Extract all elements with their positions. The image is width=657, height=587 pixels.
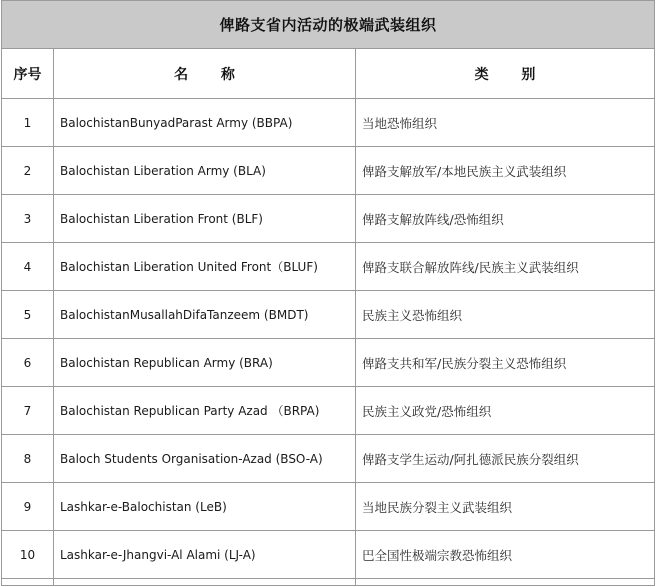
row-number: 8: [2, 435, 54, 483]
table-row: [2, 147, 655, 195]
extremist-groups-table: [1, 0, 655, 586]
row-name: BalochistanBunyadParast Army (BBPA): [54, 99, 356, 147]
empty-cell: [2, 579, 54, 586]
table-row: [2, 195, 655, 243]
row-type: 当地恐怖组织: [356, 99, 655, 147]
row-name: Balochistan Liberation Front (BLF): [54, 195, 356, 243]
empty-cell: [356, 579, 655, 586]
row-number: 2: [2, 147, 54, 195]
header-type: 类 别: [356, 49, 655, 99]
row-type: 俾路支解放阵线/恐怖组织: [356, 195, 655, 243]
table-row: [2, 435, 655, 483]
row-name: Lashkar-e-Jhangvi-Al Alami (LJ-A): [54, 531, 356, 579]
row-name: BalochistanMusallahDifaTanzeem (BMDT): [54, 291, 356, 339]
table-header-row: [2, 49, 655, 99]
row-type: 俾路支解放军/本地民族主义武装组织: [356, 147, 655, 195]
table-row: [2, 531, 655, 579]
row-number: 4: [2, 243, 54, 291]
row-type: 民族主义政党/恐怖组织: [356, 387, 655, 435]
row-number: 6: [2, 339, 54, 387]
header-name: 名 称: [54, 49, 356, 99]
row-type: 当地民族分裂主义武装组织: [356, 483, 655, 531]
row-type: 俾路支联合解放阵线/民族主义武装组织: [356, 243, 655, 291]
row-name: Lashkar-e-Balochistan (LeB): [54, 483, 356, 531]
row-type: 巴全国性极端宗教恐怖组织: [356, 531, 655, 579]
table-row: [2, 99, 655, 147]
table-row: [2, 387, 655, 435]
table-title: 俾路支省内活动的极端武装组织: [2, 1, 655, 49]
table-title-row: [2, 1, 655, 49]
row-name: Baloch Students Organisation-Azad (BSO-A): [54, 435, 356, 483]
row-number: 7: [2, 387, 54, 435]
header-number: 序号: [2, 49, 54, 99]
empty-cell: [54, 579, 356, 586]
row-number: 10: [2, 531, 54, 579]
row-name: Balochistan Republican Party Azad （BRPA): [54, 387, 356, 435]
table-row: [2, 339, 655, 387]
table-row-cutoff: [2, 579, 655, 586]
row-type: 民族主义恐怖组织: [356, 291, 655, 339]
row-name: Balochistan Liberation Army (BLA): [54, 147, 356, 195]
row-name: Balochistan Liberation United Front（BLUF): [54, 243, 356, 291]
table-row: [2, 291, 655, 339]
row-name: Balochistan Republican Army (BRA): [54, 339, 356, 387]
table-row: [2, 243, 655, 291]
row-type: 俾路支学生运动/阿扎德派民族分裂组织: [356, 435, 655, 483]
row-number: 5: [2, 291, 54, 339]
row-number: 1: [2, 99, 54, 147]
row-type: 俾路支共和军/民族分裂主义恐怖组织: [356, 339, 655, 387]
row-number: 3: [2, 195, 54, 243]
row-number: 9: [2, 483, 54, 531]
table-row: [2, 483, 655, 531]
